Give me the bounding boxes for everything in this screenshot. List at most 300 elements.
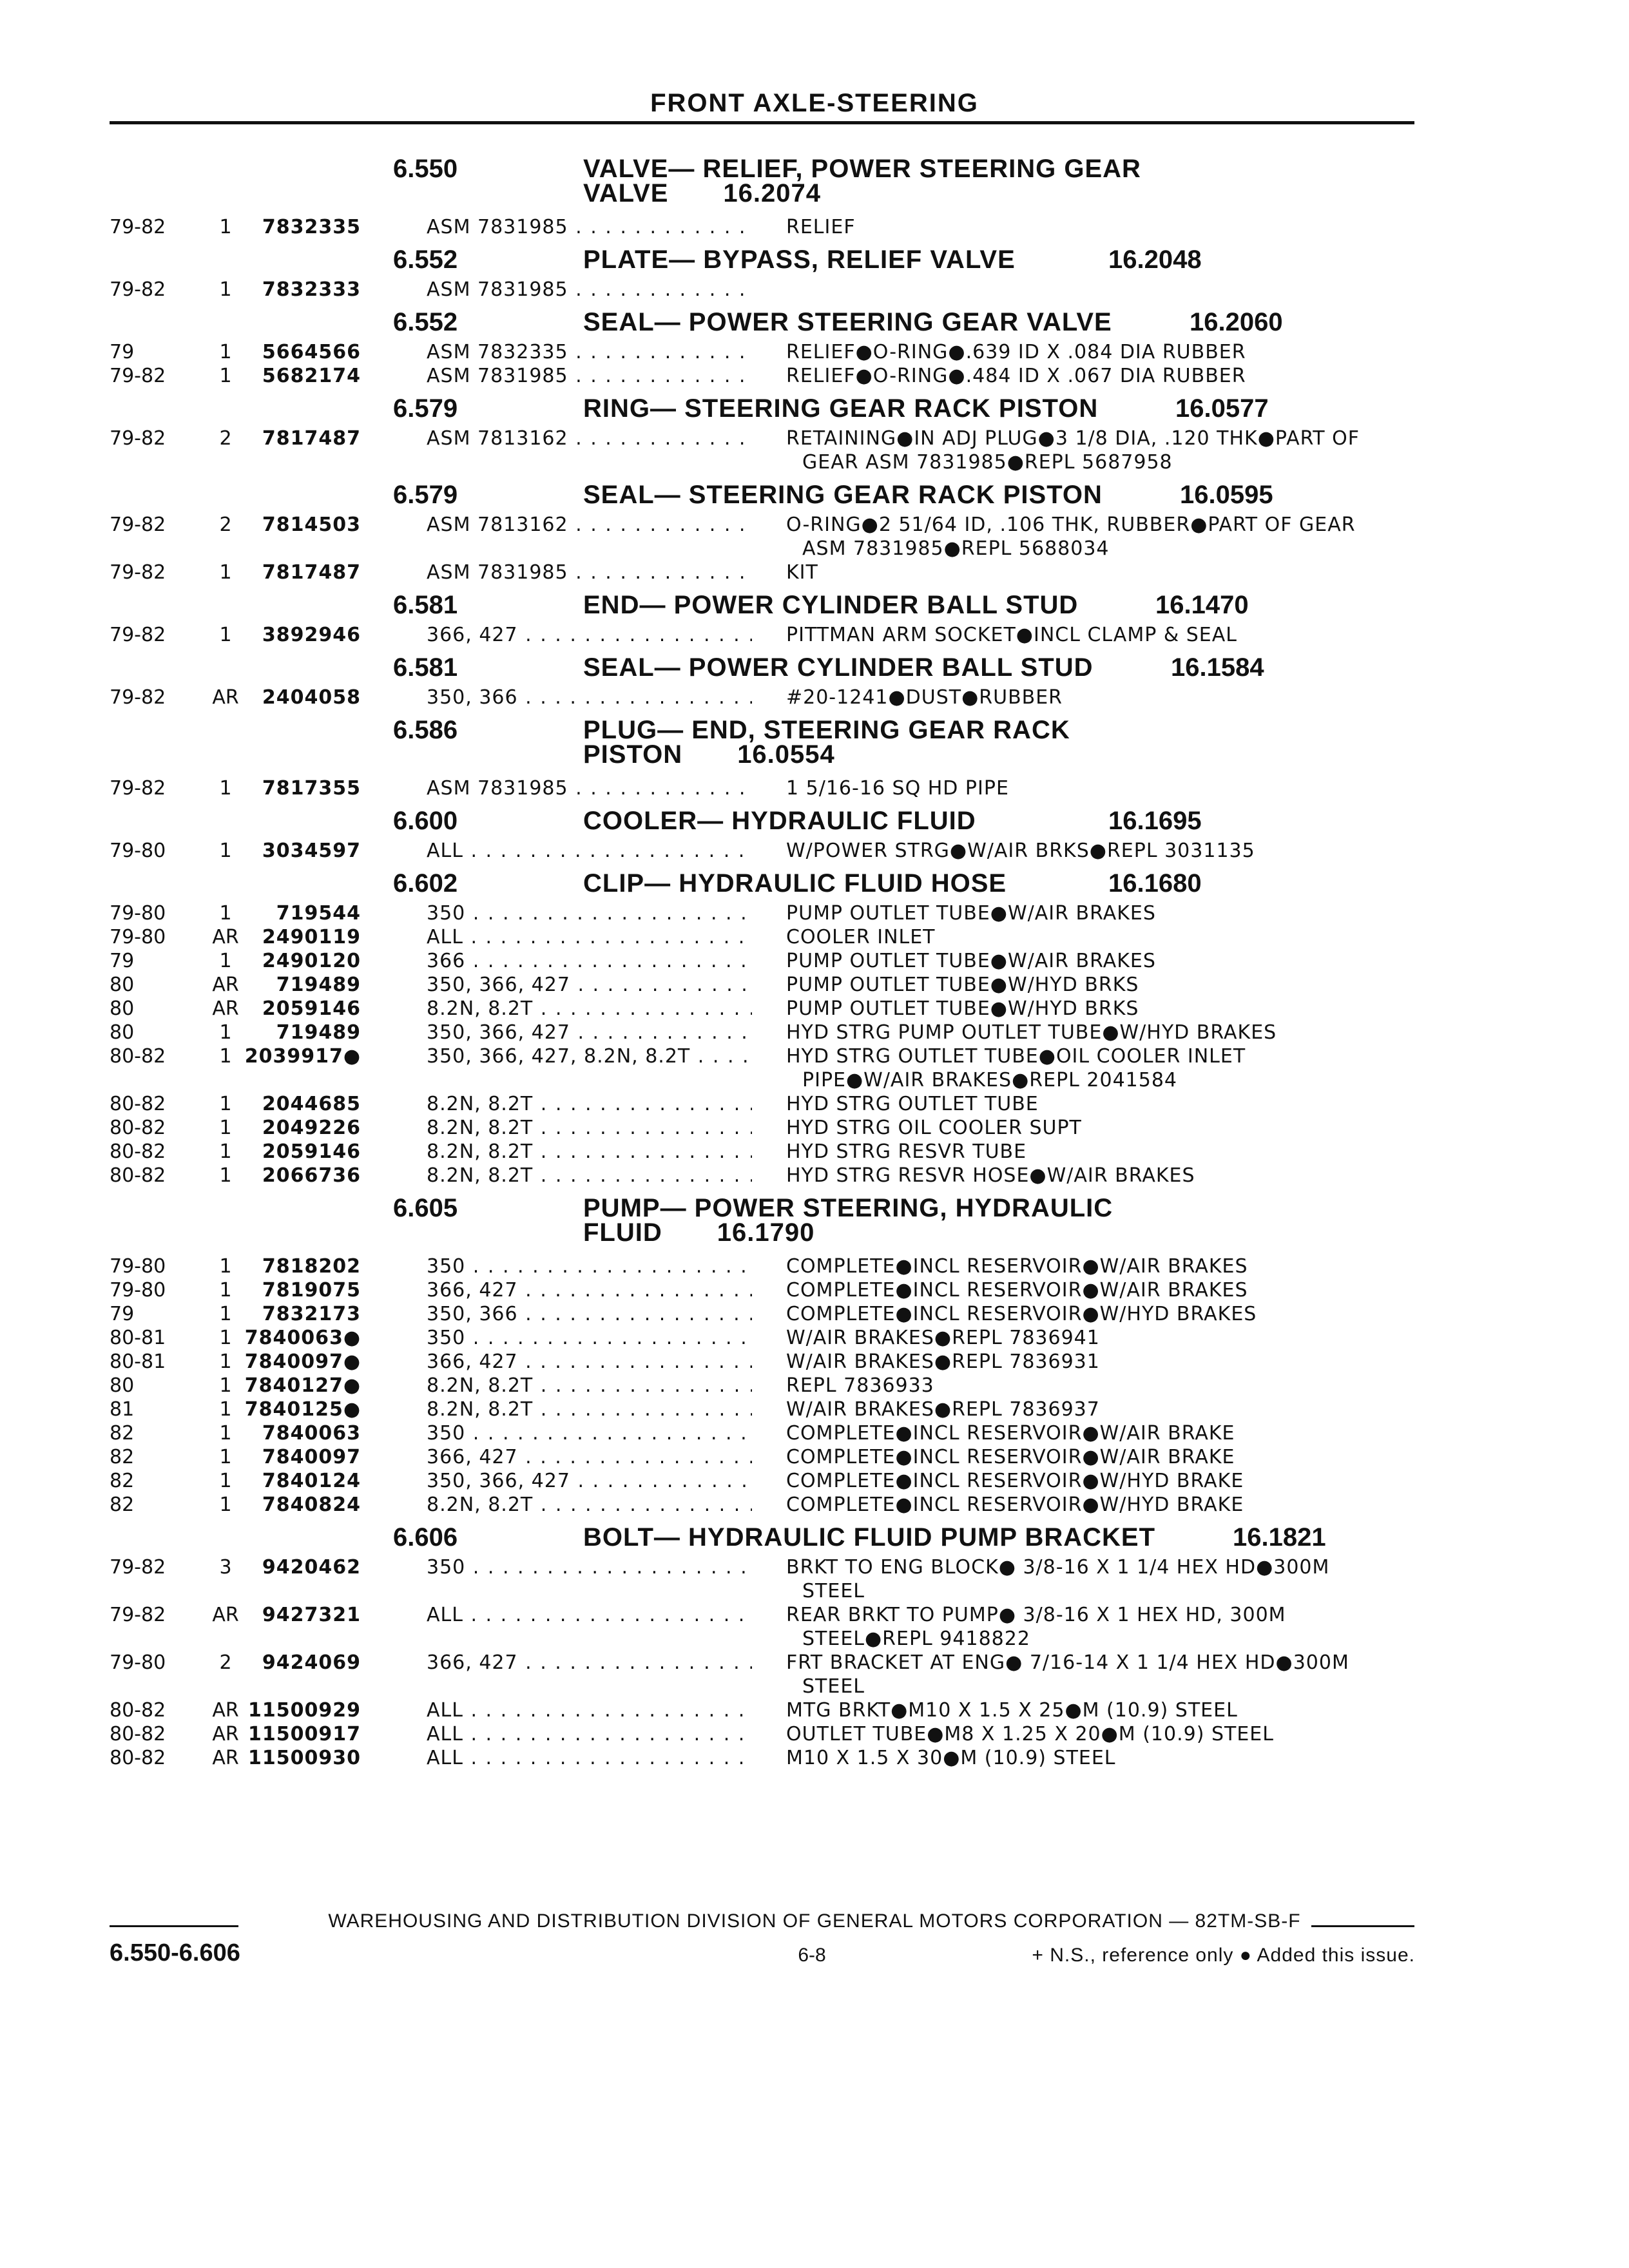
remarks: M10 X 1.5 X 30●M (10.9) STEEL (786, 1747, 1116, 1769)
remarks: RELIEF (786, 216, 856, 238)
part-row (0, 340, 1629, 364)
group-description: SEAL— STEERING GEAR RACK PISTON (583, 481, 1103, 509)
application: ASM 7832335 . . . (427, 340, 752, 364)
remarks: GEAR ASM 7831985●REPL 5687958 (802, 451, 1173, 474)
model-years: 80-81 (110, 1350, 166, 1373)
remarks: COMPLETE●INCL RESERVOIR●W/HYD BRAKE (786, 1470, 1244, 1492)
group-description-continued (583, 740, 835, 769)
group-code: 16.2074 (723, 179, 822, 207)
quantity: 1 (219, 1164, 232, 1187)
quantity: 1 (219, 1045, 232, 1068)
quantity: 1 (219, 1093, 232, 1115)
part-number: 719489 (276, 1021, 361, 1044)
part-number: 11500917 (248, 1723, 361, 1745)
remarks: FRT BRACKET AT ENG● 7/16-14 X 1 1/4 HEX HD●300M (786, 1651, 1349, 1674)
part-row (0, 1445, 1629, 1469)
model-years: 79-80 (110, 1651, 166, 1674)
remarks: COMPLETE●INCL RESERVOIR●W/AIR BRAKE (786, 1422, 1235, 1445)
group-code: 16.1821 (1233, 1523, 1326, 1552)
model-years: 82 (110, 1494, 135, 1516)
part-row (0, 839, 1629, 863)
part-row-continuation (0, 1675, 1629, 1698)
part-row (0, 1092, 1629, 1116)
group-description: CLIP— HYDRAULIC FLUID HOSE (583, 869, 1007, 898)
application: 350, 366, 427, 8.2N, 8.2T . . . (427, 1044, 752, 1068)
group-heading (0, 591, 1629, 619)
remarks: COOLER INLET (786, 926, 936, 948)
quantity: 1 (219, 561, 232, 584)
quantity: 2 (219, 514, 232, 536)
part-number: 7817487 (262, 561, 361, 584)
model-years: 79 (110, 1303, 135, 1325)
quantity: 1 (219, 1117, 232, 1139)
application: ALL . . . (427, 1698, 752, 1722)
model-years: 80 (110, 1374, 135, 1397)
model-years: 80-82 (110, 1747, 166, 1769)
quantity: AR (212, 686, 239, 709)
part-row (0, 997, 1629, 1021)
group-heading (0, 481, 1629, 509)
application: 8.2N, 8.2T . . . (427, 1493, 752, 1517)
quantity: 1 (219, 1470, 232, 1492)
application: 8.2N, 8.2T . . . (427, 1092, 752, 1116)
part-number: 7832333 (262, 278, 361, 301)
footer-range: 6.550-6.606 (110, 1939, 240, 1966)
quantity: 1 (219, 1021, 232, 1044)
group-code: 16.1584 (1171, 653, 1264, 682)
group-number: 6.581 (393, 653, 458, 682)
quantity: 1 (219, 1327, 232, 1349)
model-years: 80 (110, 974, 135, 996)
remarks: 1 5/16-16 SQ HD PIPE (786, 777, 1009, 800)
group-heading (0, 394, 1629, 423)
remarks: PIPE●W/AIR BRAKES●REPL 2041584 (802, 1069, 1178, 1091)
part-number: 7832335 (262, 216, 361, 238)
application: ASM 7813162 . . . (427, 513, 752, 537)
application: 366, 427 . . . (427, 1278, 752, 1302)
application: ASM 7813162 . . . (427, 427, 752, 450)
model-years: 79-80 (110, 902, 166, 925)
group-code: 16.0554 (737, 740, 835, 769)
application: ASM 7831985 . . . (427, 215, 752, 239)
quantity: 1 (219, 216, 232, 238)
group-number: 6.586 (393, 716, 458, 744)
group-description: RING— STEERING GEAR RACK PISTON (583, 394, 1099, 423)
part-row (0, 1698, 1629, 1722)
part-row-continuation (0, 450, 1629, 474)
part-row (0, 925, 1629, 949)
group-heading (0, 653, 1629, 682)
model-years: 79-82 (110, 365, 166, 387)
model-years: 80-81 (110, 1327, 166, 1349)
part-row-continuation (0, 1627, 1629, 1651)
quantity: 1 (219, 624, 232, 646)
application: ALL . . . (427, 925, 752, 949)
group-number: 6.600 (393, 807, 458, 835)
part-number: 11500930 (248, 1747, 361, 1769)
remarks: HYD STRG PUMP OUTLET TUBE●W/HYD BRAKES (786, 1021, 1277, 1044)
remarks: COMPLETE●INCL RESERVOIR●W/HYD BRAKE (786, 1494, 1244, 1516)
part-number: 7840063● (244, 1327, 361, 1349)
part-number: 2059146 (262, 997, 361, 1020)
application: 350, 366, 427 . . . (427, 1021, 752, 1044)
model-years: 79-82 (110, 216, 166, 238)
part-number: 2059146 (262, 1140, 361, 1163)
remarks: RELIEF●O-RING●.484 ID X .067 DIA RUBBER (786, 365, 1246, 387)
application: 350 . . . (427, 901, 752, 925)
remarks: RELIEF●O-RING●.639 ID X .084 DIA RUBBER (786, 341, 1246, 363)
part-row (0, 1021, 1629, 1044)
remarks: STEEL (802, 1580, 865, 1602)
quantity: 1 (219, 1494, 232, 1516)
remarks: OUTLET TUBE●M8 X 1.25 X 20●M (10.9) STEEL (786, 1723, 1274, 1745)
part-row (0, 949, 1629, 973)
group-description: PLATE— BYPASS, RELIEF VALVE (583, 245, 1016, 274)
group-number: 6.550 (393, 155, 458, 183)
part-row (0, 1746, 1629, 1770)
model-years: 79-82 (110, 1556, 166, 1579)
application: 350, 366 . . . (427, 1302, 752, 1326)
application: 8.2N, 8.2T . . . (427, 1374, 752, 1398)
group-description: BOLT— HYDRAULIC FLUID PUMP BRACKET (583, 1523, 1156, 1552)
group-code: 16.2060 (1190, 308, 1283, 336)
group-number: 6.579 (393, 394, 458, 423)
part-row (0, 1254, 1629, 1278)
group-description-line2: PISTON (583, 740, 683, 769)
remarks: PITTMAN ARM SOCKET●INCL CLAMP & SEAL (786, 624, 1237, 646)
model-years: 79-82 (110, 777, 166, 800)
model-years: 80-82 (110, 1140, 166, 1163)
model-years: 80-82 (110, 1093, 166, 1115)
footer-rule-right (1311, 1925, 1414, 1927)
group-number: 6.581 (393, 591, 458, 619)
remarks: STEEL (802, 1675, 865, 1698)
model-years: 79 (110, 341, 135, 363)
remarks: #20-1241●DUST●RUBBER (786, 686, 1063, 709)
part-number: 7840824 (262, 1494, 361, 1516)
group-code: 16.1695 (1108, 807, 1202, 835)
application: 350, 366, 427 . . . (427, 973, 752, 997)
part-row (0, 1493, 1629, 1517)
model-years: 79-82 (110, 1604, 166, 1626)
group-description: PLUG— END, STEERING GEAR RACK (583, 716, 1070, 744)
model-years: 79-80 (110, 1255, 166, 1278)
application: ASM 7831985 . . . (427, 364, 752, 388)
part-number: 9427321 (262, 1604, 361, 1626)
part-row (0, 1421, 1629, 1445)
model-years: 80 (110, 1021, 135, 1044)
application: 350 . . . (427, 1555, 752, 1579)
page-title: FRONT AXLE-STEERING (650, 89, 979, 117)
model-years: 80 (110, 997, 135, 1020)
part-row (0, 364, 1629, 388)
part-row (0, 901, 1629, 925)
part-row (0, 1555, 1629, 1579)
group-description: SEAL— POWER CYLINDER BALL STUD (583, 653, 1094, 682)
application: 366, 427 . . . (427, 1651, 752, 1675)
quantity: AR (212, 1699, 239, 1722)
page-number: 6-8 (798, 1945, 826, 1966)
group-number: 6.552 (393, 308, 458, 336)
model-years: 79 (110, 950, 135, 972)
model-years: 79-82 (110, 514, 166, 536)
remarks: COMPLETE●INCL RESERVOIR●W/HYD BRAKES (786, 1303, 1257, 1325)
model-years: 80-82 (110, 1045, 166, 1068)
part-row (0, 1044, 1629, 1068)
remarks: HYD STRG RESVR TUBE (786, 1140, 1027, 1163)
remarks: PUMP OUTLET TUBE●W/AIR BRAKES (786, 950, 1156, 972)
part-row (0, 1374, 1629, 1398)
part-number: 3892946 (262, 624, 361, 646)
quantity: 1 (219, 1398, 232, 1421)
group-description: SEAL— POWER STEERING GEAR VALVE (583, 308, 1112, 336)
application: 350 . . . (427, 1326, 752, 1350)
part-row (0, 1116, 1629, 1140)
part-row (0, 427, 1629, 450)
part-row (0, 1164, 1629, 1187)
part-number: 2404058 (262, 686, 361, 709)
part-row (0, 215, 1629, 239)
part-row (0, 973, 1629, 997)
remarks: W/POWER STRG●W/AIR BRKS●REPL 3031135 (786, 840, 1255, 862)
remarks: W/AIR BRAKES●REPL 7836937 (786, 1398, 1100, 1421)
part-row (0, 1278, 1629, 1302)
part-row (0, 513, 1629, 537)
part-row-continuation (0, 537, 1629, 561)
part-number: 7840127● (244, 1374, 361, 1397)
quantity: 1 (219, 1446, 232, 1468)
part-row (0, 1140, 1629, 1164)
part-number: 7840097● (244, 1350, 361, 1373)
part-row (0, 1398, 1629, 1421)
application: 366, 427 . . . (427, 1445, 752, 1469)
remarks: COMPLETE●INCL RESERVOIR●W/AIR BRAKES (786, 1255, 1248, 1278)
part-number: 11500929 (248, 1699, 361, 1722)
remarks: ASM 7831985●REPL 5688034 (802, 537, 1110, 560)
group-number: 6.606 (393, 1523, 458, 1552)
part-row (0, 1350, 1629, 1374)
quantity: 1 (219, 365, 232, 387)
part-number: 2049226 (262, 1117, 361, 1139)
quantity: 1 (219, 950, 232, 972)
part-number: 7819075 (262, 1279, 361, 1302)
group-number: 6.552 (393, 245, 458, 274)
remarks: W/AIR BRAKES●REPL 7836941 (786, 1327, 1100, 1349)
group-description-continued (583, 1218, 815, 1247)
part-row (0, 776, 1629, 800)
application: ALL . . . (427, 1722, 752, 1746)
quantity: 1 (219, 840, 232, 862)
quantity: 1 (219, 902, 232, 925)
part-row-continuation (0, 1068, 1629, 1092)
remarks: W/AIR BRAKES●REPL 7836931 (786, 1350, 1100, 1373)
remarks: PUMP OUTLET TUBE●W/AIR BRAKES (786, 902, 1156, 925)
quantity: 3 (219, 1556, 232, 1579)
model-years: 79-82 (110, 686, 166, 709)
part-number: 2490119 (262, 926, 361, 948)
part-number: 7818202 (262, 1255, 361, 1278)
group-heading (0, 1523, 1629, 1552)
application: ALL . . . (427, 839, 752, 863)
application: ASM 7831985 . . . (427, 278, 752, 302)
part-number: 2490120 (262, 950, 361, 972)
group-code: 16.2048 (1108, 245, 1202, 274)
group-description: COOLER— HYDRAULIC FLUID (583, 807, 976, 835)
model-years: 81 (110, 1398, 135, 1421)
model-years: 79-82 (110, 427, 166, 450)
application: 350, 366, 427 . . . (427, 1469, 752, 1493)
remarks: HYD STRG OUTLET TUBE●OIL COOLER INLET (786, 1045, 1246, 1068)
remarks: PUMP OUTLET TUBE●W/HYD BRKS (786, 997, 1139, 1020)
group-heading (0, 807, 1629, 835)
part-number: 7840063 (262, 1422, 361, 1445)
model-years: 79-80 (110, 1279, 166, 1302)
part-row (0, 1302, 1629, 1326)
model-years: 82 (110, 1446, 135, 1468)
part-row (0, 1469, 1629, 1493)
part-number: 7832173 (262, 1303, 361, 1325)
group-number: 6.579 (393, 481, 458, 509)
quantity: 1 (219, 1140, 232, 1163)
group-number: 6.602 (393, 869, 458, 898)
group-description-line2: FLUID (583, 1218, 662, 1247)
part-number: 7814503 (262, 514, 361, 536)
part-number: 719544 (276, 902, 361, 925)
group-description: END— POWER CYLINDER BALL STUD (583, 591, 1079, 619)
application: 8.2N, 8.2T . . . (427, 1140, 752, 1164)
part-number: 7840125● (244, 1398, 361, 1421)
remarks: STEEL●REPL 9418822 (802, 1628, 1030, 1650)
model-years: 80-82 (110, 1164, 166, 1187)
group-description-line2: VALVE (583, 179, 669, 207)
remarks: HYD STRG RESVR HOSE●W/AIR BRAKES (786, 1164, 1195, 1187)
part-row (0, 1326, 1629, 1350)
application: 8.2N, 8.2T . . . (427, 1164, 752, 1187)
model-years: 79-82 (110, 624, 166, 646)
application: 8.2N, 8.2T . . . (427, 1116, 752, 1140)
remarks: PUMP OUTLET TUBE●W/HYD BRKS (786, 974, 1139, 996)
quantity: 1 (219, 1350, 232, 1373)
part-row (0, 686, 1629, 709)
quantity: AR (212, 974, 239, 996)
part-row (0, 623, 1629, 647)
remarks: REPL 7836933 (786, 1374, 934, 1397)
part-row (0, 1722, 1629, 1746)
quantity: AR (212, 1747, 239, 1769)
quantity: 1 (219, 777, 232, 800)
parts-list (0, 148, 1629, 1770)
quantity: 1 (219, 278, 232, 301)
quantity: 1 (219, 1303, 232, 1325)
part-row (0, 278, 1629, 302)
model-years: 79-80 (110, 840, 166, 862)
application: ALL . . . (427, 1603, 752, 1627)
model-years: 82 (110, 1422, 135, 1445)
remarks: MTG BRKT●M10 X 1.5 X 25●M (10.9) STEEL (786, 1699, 1238, 1722)
group-heading (0, 308, 1629, 336)
application: ASM 7831985 . . . (427, 776, 752, 800)
header-rule (110, 121, 1414, 124)
quantity: 2 (219, 427, 232, 450)
model-years: 80-82 (110, 1699, 166, 1722)
application: 366, 427 . . . (427, 1350, 752, 1374)
part-number: 719489 (276, 974, 361, 996)
group-description-continued (583, 179, 821, 207)
group-heading (0, 155, 1629, 211)
group-heading (0, 245, 1629, 274)
group-number: 6.605 (393, 1194, 458, 1222)
remarks: HYD STRG OIL COOLER SUPT (786, 1117, 1082, 1139)
part-number: 7817355 (262, 777, 361, 800)
group-code: 16.0577 (1175, 394, 1269, 423)
model-years: 79-82 (110, 278, 166, 301)
remarks: O-RING●2 51/64 ID, .106 THK, RUBBER●PART OF GEAR (786, 514, 1356, 536)
part-row-continuation (0, 1579, 1629, 1603)
quantity: 1 (219, 1422, 232, 1445)
model-years: 82 (110, 1470, 135, 1492)
quantity: 1 (219, 1255, 232, 1278)
application: 8.2N, 8.2T . . . (427, 1398, 752, 1421)
remarks: RETAINING●IN ADJ PLUG●3 1/8 DIA, .120 THK●PART OF (786, 427, 1360, 450)
remarks: BRKT TO ENG BLOCK● 3/8-16 X 1 1/4 HEX HD●300M (786, 1556, 1330, 1579)
quantity: 1 (219, 341, 232, 363)
group-code: 16.1790 (717, 1218, 815, 1247)
application: 366 . . . (427, 949, 752, 973)
part-number: 7840124 (262, 1470, 361, 1492)
application: ASM 7831985 . . . (427, 561, 752, 584)
group-heading (0, 1194, 1629, 1251)
model-years: 79-80 (110, 926, 166, 948)
model-years: 80-82 (110, 1723, 166, 1745)
part-number: 9420462 (262, 1556, 361, 1579)
group-code: 16.0595 (1180, 481, 1273, 509)
remarks: COMPLETE●INCL RESERVOIR●W/AIR BRAKES (786, 1279, 1248, 1302)
part-row (0, 1603, 1629, 1627)
quantity: AR (212, 1723, 239, 1745)
remarks: COMPLETE●INCL RESERVOIR●W/AIR BRAKE (786, 1446, 1235, 1468)
part-row (0, 1651, 1629, 1675)
part-number: 7840097 (262, 1446, 361, 1468)
part-row (0, 561, 1629, 584)
quantity: 2 (219, 1651, 232, 1674)
part-number: 3034597 (262, 840, 361, 862)
group-description: VALVE— RELIEF, POWER STEERING GEAR (583, 155, 1141, 183)
application: 366, 427 . . . (427, 623, 752, 647)
remarks: REAR BRKT TO PUMP● 3/8-16 X 1 HEX HD, 300M (786, 1604, 1286, 1626)
footer-division: WAREHOUSING AND DISTRIBUTION DIVISION OF GENERAL MOTORS CORPORATION — 82TM-SB-F (328, 1910, 1301, 1932)
quantity: AR (212, 997, 239, 1020)
footer-note: + N.S., reference only ● Added this issue. (1032, 1945, 1415, 1966)
application: 350, 366 . . . (427, 686, 752, 709)
remarks: HYD STRG OUTLET TUBE (786, 1093, 1039, 1115)
group-code: 16.1470 (1155, 591, 1249, 619)
application: 350 . . . (427, 1254, 752, 1278)
application: 350 . . . (427, 1421, 752, 1445)
group-code: 16.1680 (1108, 869, 1202, 898)
model-years: 79-82 (110, 561, 166, 584)
group-description: PUMP— POWER STEERING, HYDRAULIC (583, 1194, 1113, 1222)
part-number: 2044685 (262, 1093, 361, 1115)
part-number: 5682174 (262, 365, 361, 387)
quantity: AR (212, 1604, 239, 1626)
group-heading (0, 716, 1629, 773)
model-years: 80-82 (110, 1117, 166, 1139)
application: 8.2N, 8.2T . . . (427, 997, 752, 1021)
quantity: 1 (219, 1374, 232, 1397)
part-number: 2039917● (244, 1045, 361, 1068)
part-number: 5664566 (262, 341, 361, 363)
application: ALL . . . (427, 1746, 752, 1770)
